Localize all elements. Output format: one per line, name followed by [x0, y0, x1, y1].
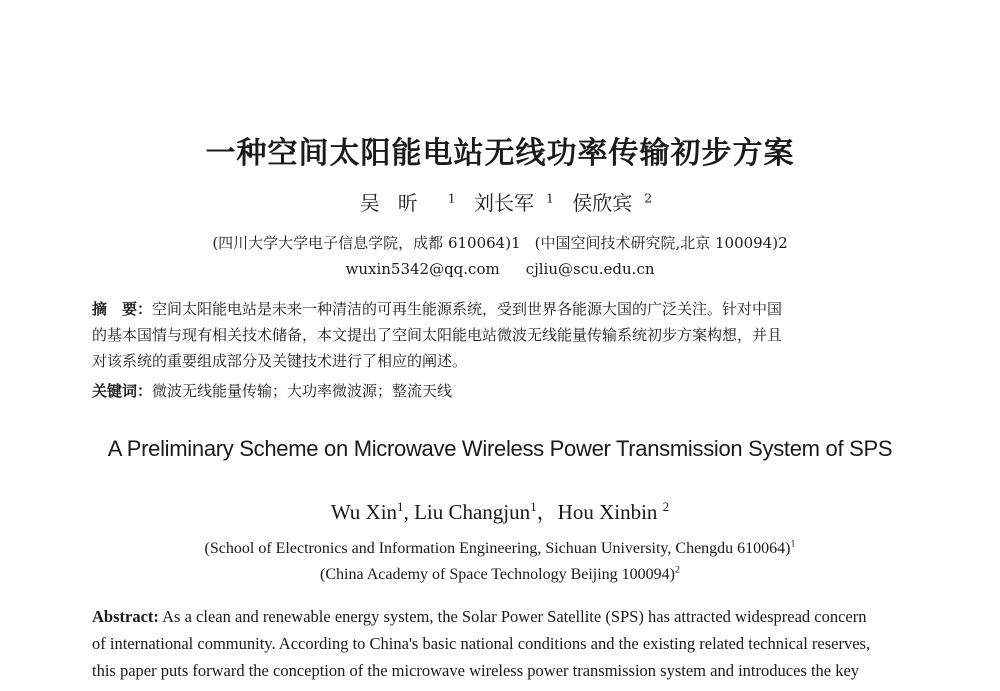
keywords-text: 微波无线能量传输；大功率微波源；整流天线 — [152, 382, 453, 400]
affiliation-mark: 1 — [790, 538, 796, 550]
abstract-line: this paper puts forward the conception of the microwave wireless power transmission system and introduces the key — [92, 661, 860, 680]
keywords-label: 关键词： — [92, 382, 153, 400]
author-affiliation-mark: 1 — [530, 499, 537, 514]
chinese-keywords — [92, 378, 922, 404]
english-affiliation-2: (China Academy of Space Technology Beijing 100094)$^2$ — [320, 564, 680, 583]
abstract-line: 对该系统的重要组成部分及关键技术进行了相应的阐述。 — [92, 352, 468, 370]
english-authors: Wu Xin$^1$, Liu Changjun$^1$，Hou Xinbin $^2$ — [330, 499, 670, 524]
author-affiliation-mark: 1 — [447, 190, 456, 206]
abstract-line: 空间太阳能电站是未来一种清洁的可再生能源系统，受到世界各能源大国的广泛关注。针对中国 — [152, 300, 783, 318]
author-name: Wu Xin — [330, 500, 398, 524]
author-name: Hou Xinbin — [557, 500, 658, 524]
email-1: wuxin5342@qq.com — [345, 260, 500, 278]
affiliation-mark: 2 — [675, 564, 680, 576]
abstract-label: Abstract: — [92, 607, 159, 626]
chinese-authors — [0, 187, 1000, 216]
english-affiliation-1: (School of Electronics and Information Engineering, Sichuan University, Chengdu 610064)$^1$ — [204, 538, 796, 557]
email-2: cjliu@scu.edu.cn — [525, 260, 655, 278]
english-abstract — [92, 603, 922, 684]
affiliation-2: (中国空间技术研究院,北京 100094)2 — [534, 234, 788, 252]
author-affiliation-mark: 1 — [546, 190, 554, 206]
chinese-affiliations — [0, 232, 1000, 253]
author-affiliation-mark: 2 — [662, 499, 670, 514]
author-affiliation-mark: 2 — [644, 190, 653, 206]
affiliation-1: (四川大学大学电子信息学院，成都 610064)1 — [212, 234, 521, 252]
abstract-line: of international community. According to China's basic national conditions and the existing related technical reserves, — [92, 634, 871, 653]
english-title: A Preliminary Scheme on Microwave Wireless Power Transmission System of SPS — [107, 436, 893, 461]
abstract-line: 的基本国情与现有相关技术储备，本文提出了空间太阳能电站微波无线能量传输系统初步方案构想，并且 — [92, 326, 783, 344]
author-name: 刘长军 — [474, 191, 535, 215]
chinese-title: 一种空间太阳能电站无线功率传输初步方案 — [205, 136, 795, 171]
chinese-abstract — [92, 296, 922, 374]
author-name: 侯欣宾 — [572, 191, 633, 215]
author-name: Liu Changjun — [414, 500, 531, 524]
abstract-label: 摘 要： — [92, 300, 153, 318]
author-emails — [0, 260, 1000, 278]
abstract-line: As a clean and renewable energy system, the Solar Power Satellite (SPS) has attracted widespread concern — [162, 607, 867, 626]
author-name: 吴昕 — [359, 191, 436, 215]
author-affiliation-mark: 1 — [397, 499, 404, 514]
